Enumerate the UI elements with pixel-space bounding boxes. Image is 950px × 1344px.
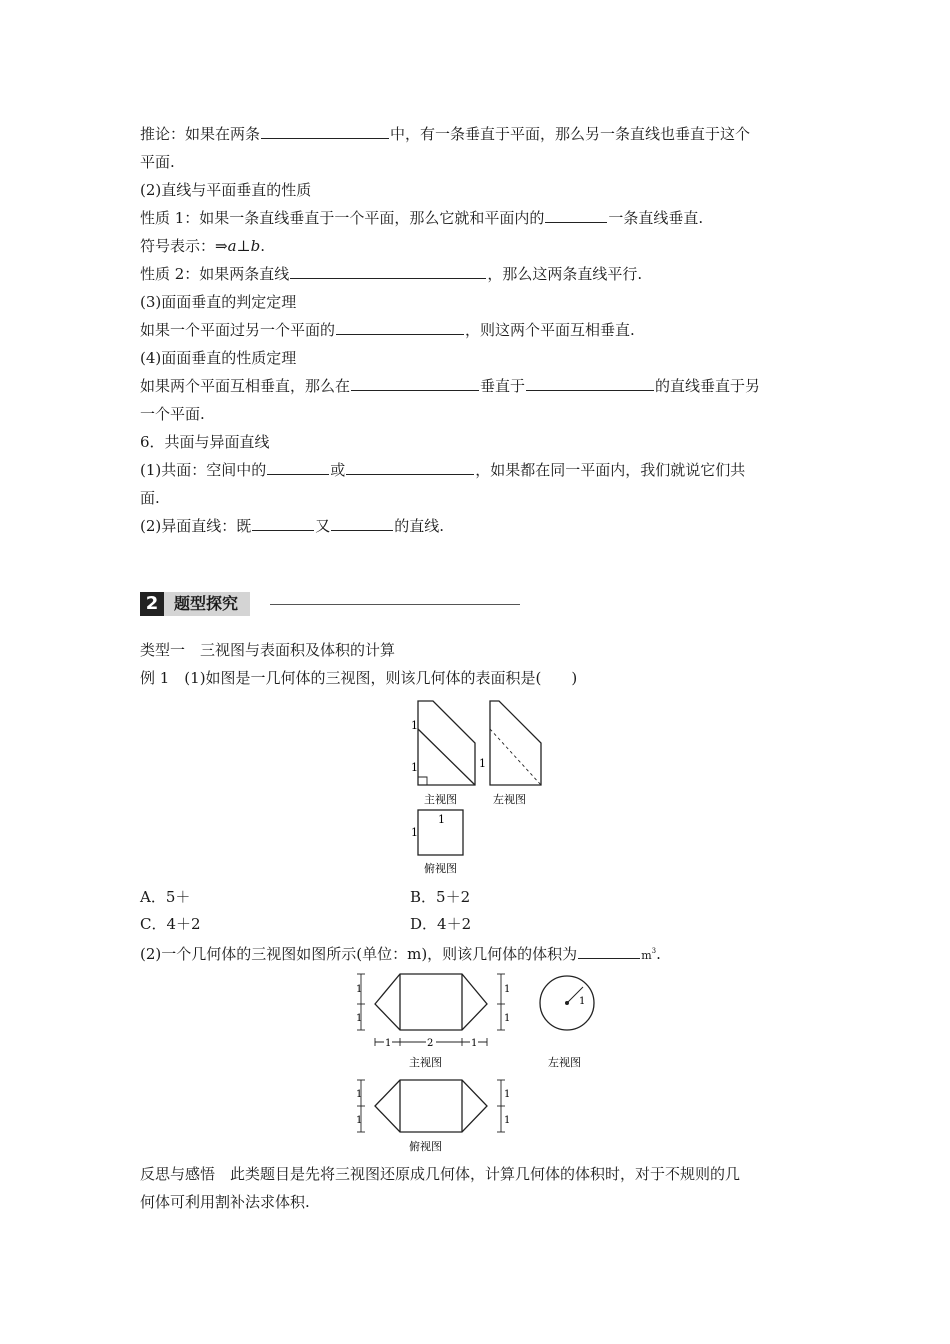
dim-label: 2 <box>427 1038 434 1049</box>
fill-blank[interactable] <box>545 208 607 223</box>
fill-blank[interactable] <box>331 516 393 531</box>
corollary-text-1: 推论：如果在两条 <box>140 125 261 143</box>
reflection-line-2: 何体可利用割补法求体积. <box>140 1193 310 1211</box>
part2-end: . <box>656 945 661 963</box>
fill-blank[interactable] <box>267 460 329 475</box>
dim-label: 1 <box>356 1115 363 1126</box>
type-one-heading: 类型一 三视图与表面积及体积的计算 <box>140 641 396 659</box>
dim-label: 1 <box>411 826 418 839</box>
plane-prop-line <box>140 376 760 396</box>
skew-text-2: 又 <box>315 517 331 535</box>
fill-blank[interactable] <box>526 376 654 391</box>
coplanar-line <box>140 460 745 480</box>
fill-blank[interactable] <box>578 944 640 959</box>
plane-prop-text-3: 的直线垂直于另 <box>655 377 761 395</box>
skew-text-1: (2)异面直线：既 <box>140 517 252 535</box>
property1-text-2: 一条直线垂直. <box>608 209 704 227</box>
left-view <box>490 701 541 785</box>
symbol-line <box>140 236 265 256</box>
dim-label: 1 <box>504 1013 511 1024</box>
coplanar-text-2: 或 <box>330 461 346 479</box>
dim-label: 1 <box>411 719 418 732</box>
fill-blank[interactable] <box>252 516 314 531</box>
skew-line <box>140 516 444 536</box>
property2-text-1: 性质 2：如果两条直线 <box>140 265 290 283</box>
fill-blank[interactable] <box>290 264 486 279</box>
front-view-label: 主视图 <box>409 1056 442 1069</box>
figure-1-three-views <box>395 695 555 880</box>
section-title: 题型探究 <box>164 592 250 616</box>
example1-question: 例 1 (1)如图是一几何体的三视图，则该几何体的表面积是( ) <box>140 669 578 687</box>
top-view <box>375 1080 487 1132</box>
reflection-line-1: 反思与感悟 此类题目是先将三视图还原成几何体，计算几何体的体积时，对于不规则的几 <box>140 1165 741 1183</box>
unit-sup: 3 <box>651 947 657 955</box>
dim-label: 1 <box>504 1089 511 1100</box>
left-view-label: 左视图 <box>493 793 526 806</box>
figure-2-three-views <box>345 968 605 1160</box>
dim-label: 1 <box>479 757 486 770</box>
section-rule <box>270 604 520 605</box>
top-view-label: 俯视图 <box>424 862 457 875</box>
front-view <box>375 974 487 1030</box>
symbol-b: b <box>250 237 261 255</box>
symbol-end: . <box>260 237 266 255</box>
property1-text-1: 性质 1：如果一条直线垂直于一个平面，那么它就和平面内的 <box>140 209 545 227</box>
dim-label: 1 <box>356 1013 363 1024</box>
part2-text: (2)一个几何体的三视图如图所示(单位：m)，则该几何体的体积为 <box>140 945 578 963</box>
left-view-label: 左视图 <box>548 1056 581 1069</box>
coplanar-text-1: (1)共面：空间中的 <box>140 461 267 479</box>
circle-center <box>565 1001 569 1005</box>
plane-judge-text-2: ，则这两个平面互相垂直. <box>465 321 635 339</box>
corollary-line <box>140 124 750 144</box>
dim-lines-top <box>357 1080 505 1132</box>
dim-label: 1 <box>438 813 445 826</box>
plane-judge-text-1: 如果一个平面过另一个平面的 <box>140 321 336 339</box>
fill-blank[interactable] <box>351 376 479 391</box>
option-b[interactable]: B．5＋2 <box>410 888 471 906</box>
front-view <box>418 701 475 785</box>
top-view-label: 俯视图 <box>409 1140 442 1153</box>
coplanar-text-4: 面. <box>140 489 160 507</box>
dim-label: 1 <box>411 761 418 774</box>
front-view-label: 主视图 <box>424 793 457 806</box>
section-heading-4: (4)面面垂直的性质定理 <box>140 349 297 367</box>
coplanar-text-3: ，如果都在同一平面内，我们就说它们共 <box>475 461 746 479</box>
corollary-text-3: 平面. <box>140 153 175 171</box>
dim-label: 1 <box>504 1115 511 1126</box>
example1-part2 <box>140 941 661 966</box>
plane-prop-text-1: 如果两个平面互相垂直，那么在 <box>140 377 351 395</box>
section-heading-6: 6．共面与异面直线 <box>140 433 270 451</box>
corollary-text-2: 中，有一条垂直于平面，那么另一条直线也垂直于这个 <box>390 125 751 143</box>
property1-line <box>140 208 703 228</box>
option-d[interactable]: D．4＋2 <box>410 915 472 933</box>
section-heading-3: (3)面面垂直的判定定理 <box>140 293 297 311</box>
fill-blank[interactable] <box>261 124 389 139</box>
plane-prop-text-4: 一个平面. <box>140 405 205 423</box>
dim-label: 1 <box>385 1038 392 1049</box>
plane-judge-line <box>140 320 635 340</box>
option-a[interactable]: A．5＋ <box>140 888 191 906</box>
symbol-prefix: 符号表示：⇒ <box>140 237 228 255</box>
section-number: 2 <box>140 592 164 616</box>
unit-m: m <box>641 949 652 962</box>
symbol-perp: ⊥ <box>236 237 251 255</box>
plane-prop-text-2: 垂直于 <box>480 377 526 395</box>
dim-lines-front <box>357 974 505 1046</box>
fill-blank[interactable] <box>346 460 474 475</box>
dim-label: 1 <box>356 984 363 995</box>
section-heading-2: (2)直线与平面垂直的性质 <box>140 181 312 199</box>
corollary-line-2 <box>140 152 175 172</box>
dim-label: 1 <box>579 996 586 1007</box>
section-banner <box>140 592 520 616</box>
skew-text-3: 的直线. <box>394 517 445 535</box>
option-c[interactable]: C．4＋2 <box>140 915 201 933</box>
property2-text-2: ，那么这两条直线平行. <box>487 265 643 283</box>
fill-blank[interactable] <box>336 320 464 335</box>
symbol-a: a <box>227 237 237 255</box>
property2-line <box>140 264 642 284</box>
dim-label: 1 <box>356 1089 363 1100</box>
dim-label: 1 <box>471 1038 478 1049</box>
coplanar-line-2 <box>140 488 160 508</box>
plane-prop-line-2 <box>140 404 205 424</box>
dim-label: 1 <box>504 984 511 995</box>
